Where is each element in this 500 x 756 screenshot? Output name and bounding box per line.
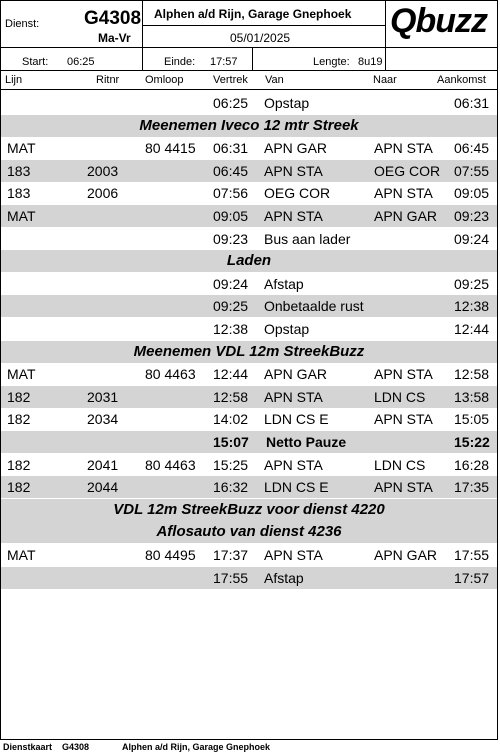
cell-van: APN STA bbox=[264, 456, 323, 473]
col-ritnr: Ritnr bbox=[96, 74, 120, 86]
col-van: Van bbox=[265, 74, 284, 86]
table-row bbox=[1, 160, 497, 182]
column-header-bar bbox=[0, 70, 498, 90]
cell-aankomst: 17:35 bbox=[454, 479, 490, 496]
cell-naar: APN STA bbox=[374, 366, 433, 383]
cell-vertrek: 17:37 bbox=[213, 547, 249, 563]
cell-naar: APN STA bbox=[374, 140, 433, 157]
einde-value: 17:57 bbox=[210, 56, 238, 68]
cell-ritnr: 2031 bbox=[87, 388, 119, 405]
cell-van: APN GAR bbox=[264, 366, 328, 383]
cell-vertrek: 09:05 bbox=[213, 208, 249, 224]
cell-naar: APN STA bbox=[374, 479, 433, 496]
cell-vertrek: 12:38 bbox=[213, 321, 249, 337]
cell-van: LDN CS E bbox=[264, 411, 329, 428]
table-row bbox=[1, 295, 497, 317]
section-row bbox=[1, 115, 497, 137]
cell-ritnr: 2034 bbox=[87, 411, 119, 428]
cell-vertrek: 16:32 bbox=[213, 479, 249, 496]
cell-lijn: 182 bbox=[7, 479, 31, 496]
cell-van: Bus aan lader bbox=[264, 230, 351, 247]
cell-ritnr: 2003 bbox=[87, 162, 119, 179]
cell-lijn: 182 bbox=[7, 411, 31, 428]
table-row bbox=[1, 205, 497, 227]
cell-omloop: 80 4415 bbox=[145, 140, 196, 157]
cell-aankomst: 13:58 bbox=[454, 388, 490, 405]
cell-aankomst: 09:24 bbox=[454, 230, 490, 247]
section-title: Meenemen Iveco 12 mtr Streek bbox=[139, 116, 359, 134]
col-omloop: Omloop bbox=[145, 74, 184, 86]
cell-omloop: 80 4463 bbox=[145, 456, 196, 473]
section-row bbox=[1, 499, 497, 521]
cell-vertrek: 15:07 bbox=[213, 434, 249, 450]
cell-omloop: 80 4463 bbox=[145, 366, 196, 383]
cell-naar: APN STA bbox=[374, 411, 433, 428]
section-title: VDL 12m StreekBuzz voor dienst 4220 bbox=[113, 500, 385, 518]
table-row bbox=[1, 386, 497, 408]
section-row bbox=[1, 341, 497, 363]
table-row bbox=[1, 318, 497, 340]
cell-naar: LDN CS bbox=[374, 388, 426, 405]
cell-naar: APN STA bbox=[374, 185, 433, 202]
cell-vertrek: 09:24 bbox=[213, 275, 249, 292]
cell-aankomst: 17:55 bbox=[454, 547, 490, 563]
table-row bbox=[1, 476, 497, 498]
garage-name: Alphen a/d Rijn, Garage Gnephoek bbox=[154, 7, 352, 21]
section-title: Laden bbox=[226, 252, 272, 270]
cell-van: Opstap bbox=[264, 321, 310, 337]
cell-vertrek: 06:45 bbox=[213, 162, 249, 179]
col-vertrek: Vertrek bbox=[213, 74, 248, 86]
section-row bbox=[1, 250, 497, 272]
cell-label: Netto Pauze bbox=[266, 434, 347, 450]
table-row bbox=[1, 408, 497, 430]
cell-aankomst: 09:05 bbox=[454, 185, 490, 202]
cell-aankomst: 12:58 bbox=[454, 366, 490, 383]
dienst-label: Dienst: bbox=[5, 18, 40, 30]
cell-aankomst: 15:05 bbox=[454, 411, 490, 428]
start-label: Start: bbox=[22, 56, 49, 68]
cell-naar: APN GAR bbox=[374, 547, 438, 563]
cell-aankomst: 06:45 bbox=[454, 140, 490, 157]
cell-vertrek: 14:02 bbox=[213, 411, 249, 428]
cell-vertrek: 15:25 bbox=[213, 456, 249, 473]
table-row bbox=[1, 567, 497, 589]
section-title: Aflosauto van dienst 4236 bbox=[156, 523, 342, 541]
cell-lijn: MAT bbox=[7, 208, 36, 224]
section-title: Meenemen VDL 12m StreekBuzz bbox=[133, 342, 365, 360]
cell-aankomst: 16:28 bbox=[454, 456, 490, 473]
table-row bbox=[1, 273, 497, 295]
times-divider-3 bbox=[385, 47, 386, 71]
col-naar: Naar bbox=[373, 74, 397, 86]
footer-label: Dienstkaart bbox=[3, 742, 53, 752]
col-lijn: Lijn bbox=[5, 74, 23, 86]
cell-naar: APN GAR bbox=[374, 208, 438, 224]
dienst-code: G4308 bbox=[84, 8, 142, 29]
table-row bbox=[1, 228, 497, 250]
cell-van: Afstap bbox=[264, 275, 304, 292]
cell-aankomst: 15:22 bbox=[454, 434, 490, 450]
footer-garage: Alphen a/d Rijn, Garage Gnephoek bbox=[122, 742, 271, 752]
cell-van: APN GAR bbox=[264, 140, 328, 157]
table-row bbox=[1, 454, 497, 476]
cell-aankomst: 09:25 bbox=[454, 275, 490, 292]
cell-lijn: 183 bbox=[7, 162, 31, 179]
einde-label: Einde: bbox=[164, 56, 196, 68]
cell-ritnr: 2044 bbox=[87, 479, 119, 496]
table-row bbox=[1, 92, 497, 114]
times-divider-1 bbox=[142, 47, 143, 71]
cell-van: Afstap bbox=[264, 569, 304, 586]
cell-van: Onbetaalde rust bbox=[264, 298, 364, 315]
cell-van: APN STA bbox=[264, 388, 323, 405]
table-row bbox=[1, 363, 497, 385]
cell-van: APN STA bbox=[264, 162, 323, 179]
qbuzz-logo: Qbuzz bbox=[390, 2, 487, 40]
table-row bbox=[1, 137, 497, 159]
cell-vertrek: 09:25 bbox=[213, 298, 249, 315]
table-row bbox=[1, 182, 497, 204]
cell-vertrek: 06:31 bbox=[213, 140, 249, 157]
cell-van: OEG COR bbox=[264, 185, 331, 202]
cell-vertrek: 07:56 bbox=[213, 185, 249, 202]
cell-aankomst: 12:44 bbox=[454, 321, 490, 337]
cell-aankomst: 09:23 bbox=[454, 208, 490, 224]
cell-vertrek: 12:44 bbox=[213, 366, 249, 383]
cell-ritnr: 2006 bbox=[87, 185, 119, 202]
pause-row bbox=[1, 431, 497, 453]
cell-lijn: 182 bbox=[7, 456, 31, 473]
cell-lijn: MAT bbox=[7, 140, 36, 157]
cell-vertrek: 12:58 bbox=[213, 388, 249, 405]
col-aankomst: Aankomst bbox=[437, 74, 486, 86]
footer-code: G4308 bbox=[62, 742, 90, 752]
lengte-value: 8u19 bbox=[358, 56, 383, 68]
cell-van: APN STA bbox=[264, 208, 323, 224]
cell-ritnr: 2041 bbox=[87, 456, 119, 473]
cell-aankomst: 06:31 bbox=[454, 95, 490, 111]
cell-naar: LDN CS bbox=[374, 456, 426, 473]
service-date: 05/01/2025 bbox=[230, 31, 291, 45]
cell-vertrek: 06:25 bbox=[213, 95, 249, 111]
cell-vertrek: 17:55 bbox=[213, 569, 249, 586]
cell-aankomst: 07:55 bbox=[454, 162, 490, 179]
start-value: 06:25 bbox=[67, 56, 95, 68]
section-row bbox=[1, 521, 497, 543]
times-divider-2 bbox=[252, 47, 253, 71]
cell-aankomst: 12:38 bbox=[454, 298, 490, 315]
cell-lijn: 182 bbox=[7, 388, 31, 405]
cell-lijn: MAT bbox=[7, 366, 36, 383]
dienst-days: Ma-Vr bbox=[98, 31, 131, 45]
cell-van: LDN CS E bbox=[264, 479, 329, 496]
cell-van: APN STA bbox=[264, 547, 323, 563]
cell-lijn: MAT bbox=[7, 547, 36, 563]
cell-lijn: 183 bbox=[7, 185, 31, 202]
cell-van: Opstap bbox=[264, 95, 310, 111]
cell-omloop: 80 4495 bbox=[145, 547, 196, 563]
cell-vertrek: 09:23 bbox=[213, 230, 249, 247]
table-row bbox=[1, 544, 497, 566]
lengte-label: Lengte: bbox=[313, 56, 350, 68]
header-date-divider bbox=[142, 25, 386, 26]
cell-naar: OEG COR bbox=[374, 162, 441, 179]
cell-aankomst: 17:57 bbox=[454, 569, 490, 586]
